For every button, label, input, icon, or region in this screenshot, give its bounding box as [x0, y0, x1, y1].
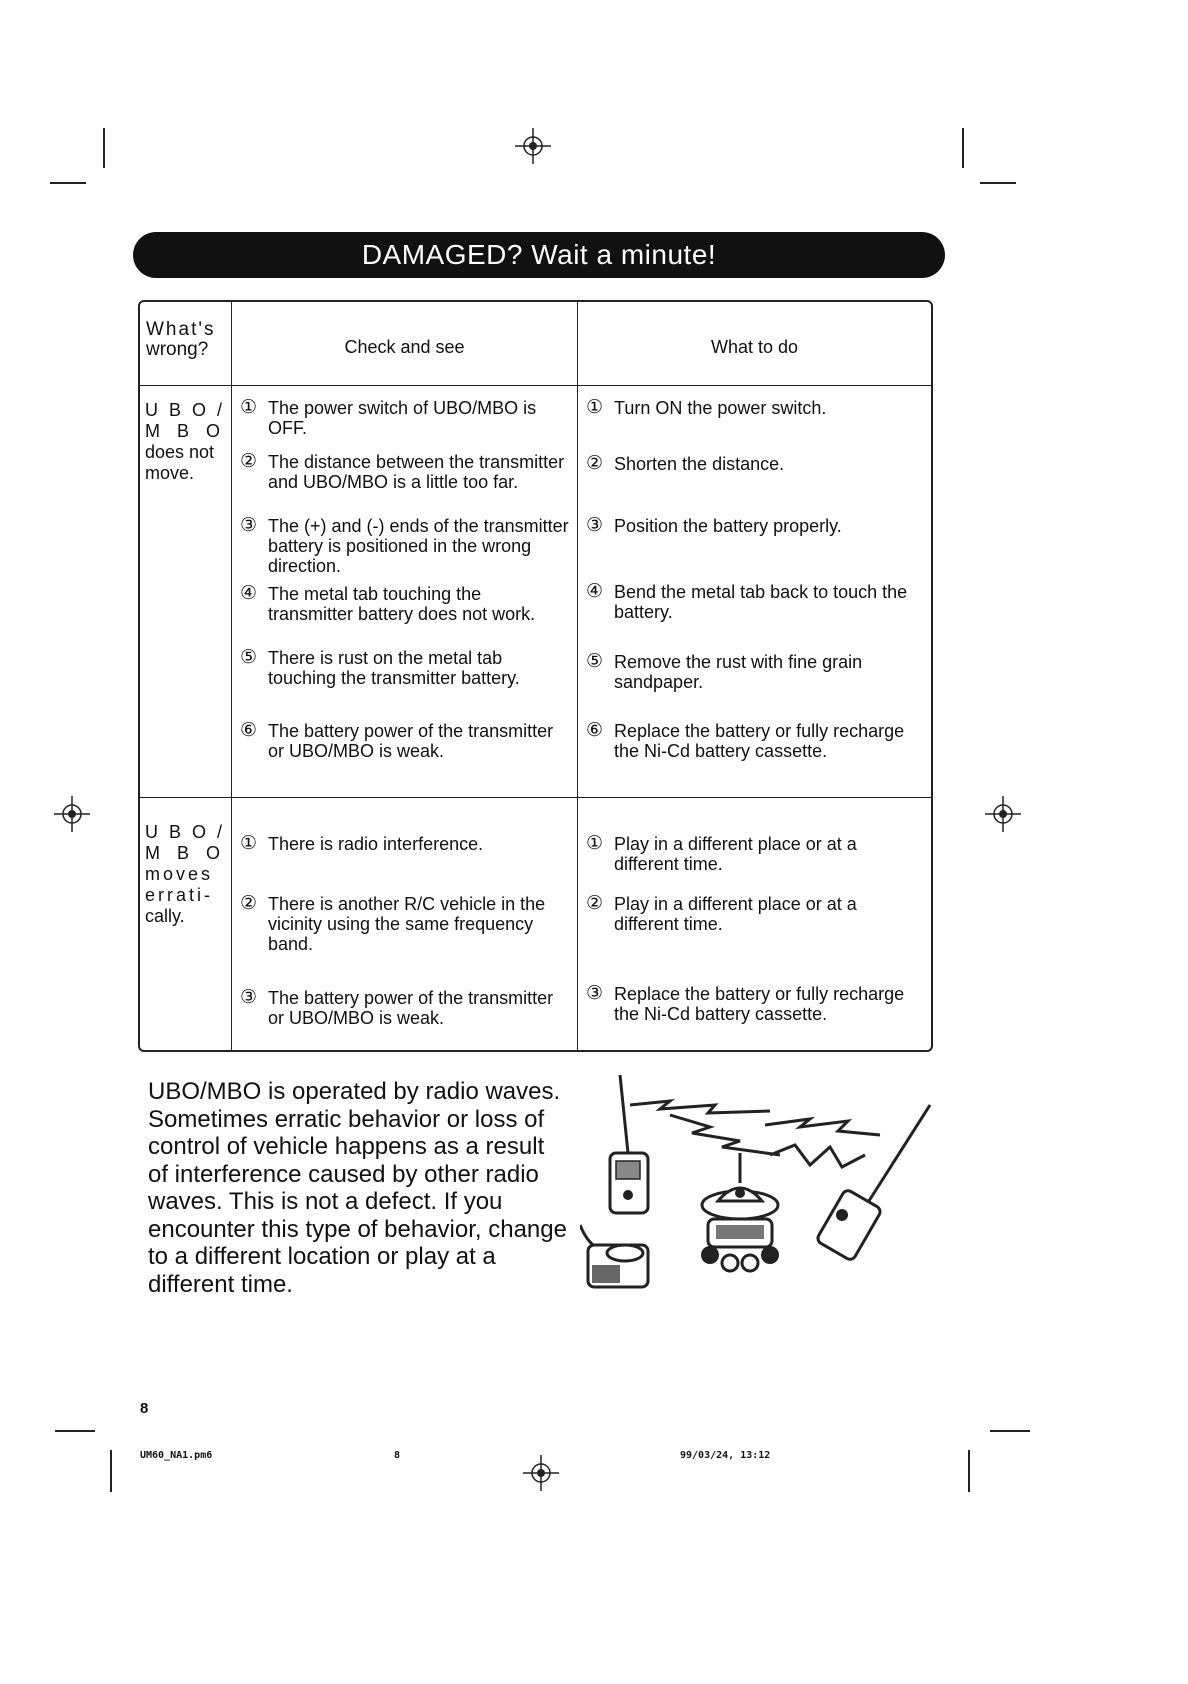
- item-number: ①: [240, 397, 258, 418]
- action-item: [586, 834, 925, 874]
- actions-group-2: [578, 798, 931, 1050]
- check-item: [240, 584, 571, 624]
- header-whats-wrong: [140, 302, 232, 386]
- header-whats-wrong-line1: What's: [146, 319, 216, 340]
- item-number: ②: [586, 893, 604, 914]
- problem-moves-erratically: [140, 798, 232, 1050]
- problem-text: does not: [145, 442, 215, 462]
- header-todo-label: What to do: [710, 337, 799, 357]
- action-item: [586, 398, 925, 418]
- check-text: The power switch of UBO/MBO is OFF.: [268, 398, 537, 438]
- check-item: [240, 834, 571, 854]
- check-text: There is rust on the metal tab touching the transmitter battery.: [268, 648, 520, 688]
- problem-text: cally.: [145, 906, 185, 926]
- interference-explanation: UBO/MBO is operated by radio waves. Sometimes erratic behavior or loss of control of vehicle happens as a result of interference caused by other radio waves. This is not a defect. If you encounter this type of behavior, change to a different location or play at a different time.: [148, 1078, 567, 1298]
- crop-mark-bottom-left-h: [55, 1430, 95, 1432]
- problem-text: move.: [145, 463, 195, 483]
- registration-mark-icon: [523, 1455, 559, 1491]
- registration-mark-icon: [985, 796, 1021, 832]
- crop-mark-top-left-h: [50, 182, 86, 184]
- item-number: ③: [240, 987, 258, 1008]
- action-item: [586, 582, 925, 622]
- action-item: [586, 652, 925, 692]
- item-number: ⑥: [586, 720, 604, 741]
- footer-filename: UM60_NA1.pm6: [140, 1450, 213, 1461]
- check-text: The metal tab touching the transmitter battery does not work.: [268, 584, 536, 624]
- item-number: ⑤: [586, 651, 604, 672]
- problem-text: errati-: [145, 885, 214, 905]
- problem-does-not-move: [140, 386, 232, 798]
- action-text: Play in a different place or at a different time.: [614, 894, 857, 934]
- check-item: [240, 452, 571, 492]
- check-text: The battery power of the transmitter or UBO/MBO is weak.: [268, 721, 554, 761]
- item-number: ①: [240, 833, 258, 854]
- page-title: DAMAGED? Wait a minute!: [361, 239, 717, 270]
- problem-text: U B O /: [145, 400, 226, 420]
- item-number: ④: [240, 583, 258, 604]
- troubleshooting-table: [138, 300, 933, 1052]
- checks-group-1: [232, 386, 578, 798]
- action-item: [586, 894, 925, 934]
- item-number: ④: [586, 581, 604, 602]
- crop-mark-bottom-right: [968, 1450, 970, 1492]
- check-item: [240, 516, 571, 576]
- registration-mark-icon: [515, 128, 551, 164]
- checks-group-2: [232, 798, 578, 1050]
- action-text: Replace the battery or fully recharge the Ni-Cd battery cassette.: [614, 984, 905, 1024]
- action-text: Remove the rust with fine grain sandpaper.: [614, 652, 863, 692]
- item-number: ②: [240, 451, 258, 472]
- check-text: The distance between the transmitter and UBO/MBO is a little too far.: [268, 452, 565, 492]
- check-text: The battery power of the transmitter or UBO/MBO is weak.: [268, 988, 554, 1028]
- check-item: [240, 398, 571, 438]
- action-text: Position the battery properly.: [614, 516, 842, 536]
- item-number: ③: [586, 515, 604, 536]
- action-item: [586, 721, 925, 761]
- action-text: Shorten the distance.: [614, 454, 785, 474]
- crop-mark-top-left: [103, 128, 105, 168]
- item-number: ②: [586, 453, 604, 474]
- page-title-banner: [133, 232, 945, 278]
- footer-timestamp: 99/03/24, 13:12: [680, 1450, 771, 1461]
- item-number: ②: [240, 893, 258, 914]
- action-text: Bend the metal tab back to touch the battery.: [614, 582, 908, 622]
- check-item: [240, 894, 571, 954]
- crop-mark-top-right-h: [980, 182, 1016, 184]
- item-number: ⑥: [240, 720, 258, 741]
- action-text: Turn ON the power switch.: [614, 398, 827, 418]
- header-check-and-see: [232, 302, 578, 386]
- item-number: ③: [586, 983, 604, 1004]
- header-whats-wrong-line2: wrong?: [146, 339, 209, 360]
- check-item: [240, 988, 571, 1028]
- action-text: Replace the battery or fully recharge the Ni-Cd battery cassette.: [614, 721, 905, 761]
- check-item: [240, 721, 571, 761]
- page-number: 8: [140, 1400, 149, 1417]
- footer-page: 8: [394, 1450, 401, 1461]
- check-text: There is radio interference.: [268, 834, 484, 854]
- action-item: [586, 454, 925, 474]
- problem-text: M B O: [145, 843, 227, 863]
- crop-mark-top-right: [962, 128, 964, 168]
- action-item: [586, 516, 925, 536]
- problem-text: M B O: [145, 421, 227, 441]
- registration-mark-icon: [54, 796, 90, 832]
- problem-text: moves: [145, 864, 214, 884]
- header-what-to-do: [578, 302, 931, 386]
- radio-interference-illustration-icon: [580, 1075, 950, 1300]
- check-text: There is another R/C vehicle in the vicinity using the same frequency band.: [268, 894, 546, 954]
- item-number: ③: [240, 515, 258, 536]
- action-item: [586, 984, 925, 1024]
- crop-mark-bottom-left: [110, 1450, 112, 1492]
- item-number: ⑤: [240, 647, 258, 668]
- header-check-label: Check and see: [344, 337, 465, 357]
- actions-group-1: [578, 386, 931, 798]
- check-text: The (+) and (-) ends of the transmitter battery is positioned in the wrong direction.: [268, 516, 569, 576]
- crop-mark-bottom-right-h: [990, 1430, 1030, 1432]
- item-number: ①: [586, 397, 604, 418]
- item-number: ①: [586, 833, 604, 854]
- check-item: [240, 648, 571, 688]
- action-text: Play in a different place or at a different time.: [614, 834, 857, 874]
- problem-text: U B O /: [145, 822, 226, 842]
